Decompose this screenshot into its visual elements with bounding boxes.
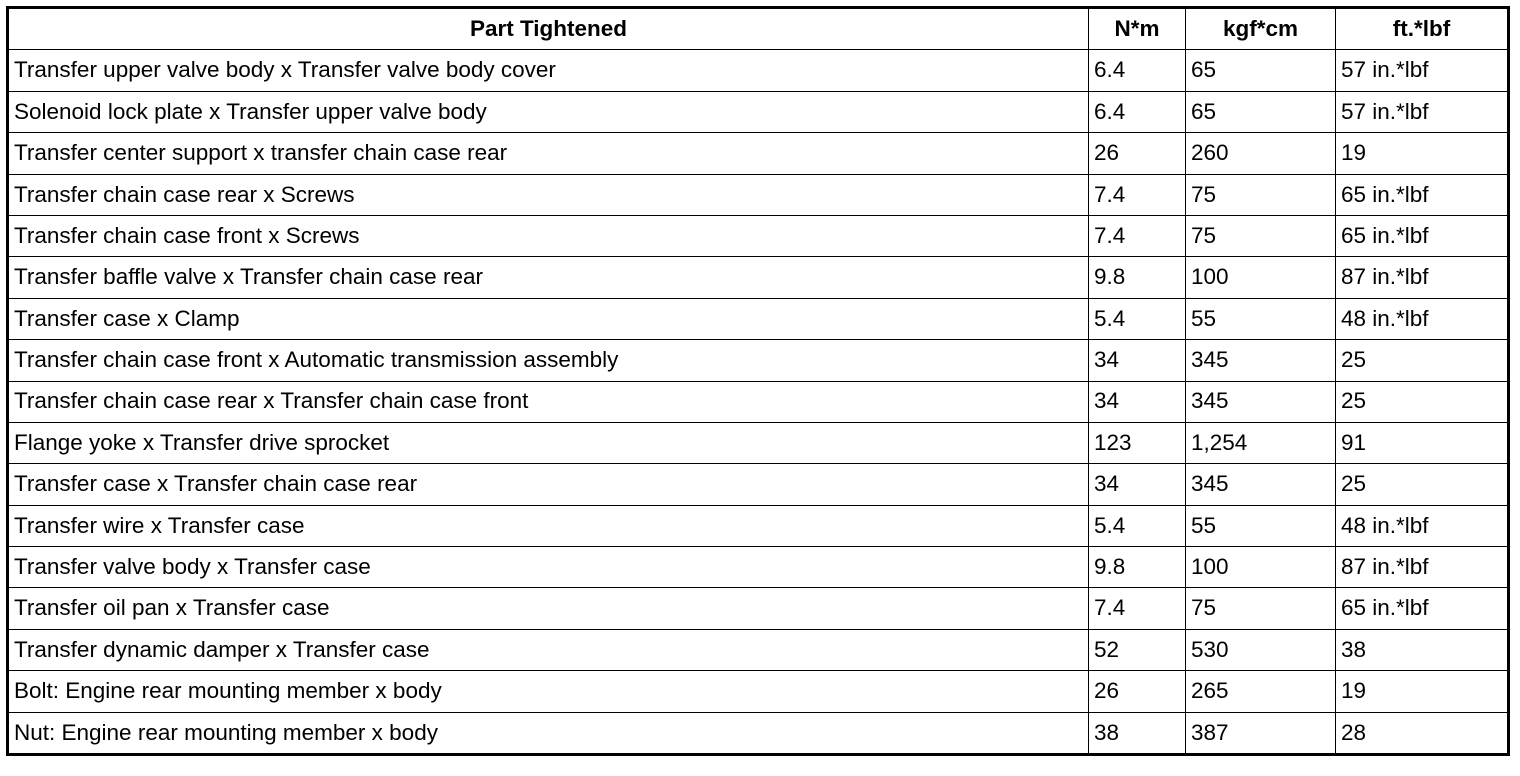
cell-ft-lbf: 48 in.*lbf xyxy=(1336,298,1509,339)
cell-ft-lbf: 87 in.*lbf xyxy=(1336,257,1509,298)
cell-kgf-cm: 387 xyxy=(1186,712,1336,754)
table-body xyxy=(8,50,1509,755)
cell-ft-lbf: 57 in.*lbf xyxy=(1336,50,1509,91)
cell-kgf-cm: 55 xyxy=(1186,505,1336,546)
cell-part-tightened: Transfer case x Transfer chain case rear xyxy=(8,464,1089,505)
cell-part-tightened: Transfer chain case rear x Transfer chain case front xyxy=(8,381,1089,422)
cell-newton-meters: 7.4 xyxy=(1089,174,1186,215)
cell-part-tightened: Flange yoke x Transfer drive sprocket xyxy=(8,422,1089,463)
cell-newton-meters: 52 xyxy=(1089,629,1186,670)
table-row xyxy=(8,629,1509,670)
cell-kgf-cm: 75 xyxy=(1186,588,1336,629)
header-row xyxy=(8,8,1509,50)
cell-kgf-cm: 100 xyxy=(1186,547,1336,588)
table-row xyxy=(8,464,1509,505)
cell-ft-lbf: 48 in.*lbf xyxy=(1336,505,1509,546)
cell-ft-lbf: 19 xyxy=(1336,671,1509,712)
cell-ft-lbf: 25 xyxy=(1336,381,1509,422)
cell-part-tightened: Transfer center support x transfer chain case rear xyxy=(8,133,1089,174)
cell-newton-meters: 9.8 xyxy=(1089,257,1186,298)
cell-newton-meters: 6.4 xyxy=(1089,50,1186,91)
cell-kgf-cm: 345 xyxy=(1186,340,1336,381)
cell-newton-meters: 34 xyxy=(1089,381,1186,422)
table-row xyxy=(8,671,1509,712)
table-row xyxy=(8,422,1509,463)
header-part-tightened: Part Tightened xyxy=(8,8,1089,50)
table-row xyxy=(8,712,1509,754)
cell-newton-meters: 34 xyxy=(1089,464,1186,505)
cell-newton-meters: 34 xyxy=(1089,340,1186,381)
cell-ft-lbf: 19 xyxy=(1336,133,1509,174)
cell-ft-lbf: 25 xyxy=(1336,340,1509,381)
cell-part-tightened: Transfer chain case rear x Screws xyxy=(8,174,1089,215)
cell-ft-lbf: 87 in.*lbf xyxy=(1336,547,1509,588)
header-newton-meters: N*m xyxy=(1089,8,1186,50)
cell-newton-meters: 26 xyxy=(1089,133,1186,174)
cell-kgf-cm: 75 xyxy=(1186,174,1336,215)
cell-ft-lbf: 91 xyxy=(1336,422,1509,463)
cell-part-tightened: Transfer upper valve body x Transfer valve body cover xyxy=(8,50,1089,91)
cell-kgf-cm: 260 xyxy=(1186,133,1336,174)
cell-kgf-cm: 55 xyxy=(1186,298,1336,339)
table-row xyxy=(8,91,1509,132)
cell-ft-lbf: 65 in.*lbf xyxy=(1336,588,1509,629)
table-row xyxy=(8,257,1509,298)
table-row xyxy=(8,505,1509,546)
table-row xyxy=(8,588,1509,629)
cell-newton-meters: 5.4 xyxy=(1089,505,1186,546)
cell-kgf-cm: 345 xyxy=(1186,464,1336,505)
cell-newton-meters: 123 xyxy=(1089,422,1186,463)
cell-part-tightened: Transfer dynamic damper x Transfer case xyxy=(8,629,1089,670)
cell-kgf-cm: 65 xyxy=(1186,50,1336,91)
cell-newton-meters: 9.8 xyxy=(1089,547,1186,588)
table-row xyxy=(8,547,1509,588)
cell-kgf-cm: 530 xyxy=(1186,629,1336,670)
table-row xyxy=(8,50,1509,91)
table-row xyxy=(8,298,1509,339)
cell-newton-meters: 38 xyxy=(1089,712,1186,754)
cell-part-tightened: Transfer chain case front x Automatic transmission assembly xyxy=(8,340,1089,381)
cell-ft-lbf: 65 in.*lbf xyxy=(1336,215,1509,256)
cell-newton-meters: 6.4 xyxy=(1089,91,1186,132)
cell-part-tightened: Transfer valve body x Transfer case xyxy=(8,547,1089,588)
cell-ft-lbf: 65 in.*lbf xyxy=(1336,174,1509,215)
cell-part-tightened: Bolt: Engine rear mounting member x body xyxy=(8,671,1089,712)
table-row xyxy=(8,381,1509,422)
cell-part-tightened: Transfer wire x Transfer case xyxy=(8,505,1089,546)
cell-kgf-cm: 65 xyxy=(1186,91,1336,132)
header-kgf-cm: kgf*cm xyxy=(1186,8,1336,50)
cell-ft-lbf: 28 xyxy=(1336,712,1509,754)
cell-newton-meters: 26 xyxy=(1089,671,1186,712)
cell-ft-lbf: 57 in.*lbf xyxy=(1336,91,1509,132)
cell-kgf-cm: 100 xyxy=(1186,257,1336,298)
cell-kgf-cm: 1,254 xyxy=(1186,422,1336,463)
torque-specification-table xyxy=(6,6,1510,756)
cell-ft-lbf: 38 xyxy=(1336,629,1509,670)
cell-part-tightened: Transfer chain case front x Screws xyxy=(8,215,1089,256)
cell-part-tightened: Transfer oil pan x Transfer case xyxy=(8,588,1089,629)
table-header xyxy=(8,8,1509,50)
table-row xyxy=(8,215,1509,256)
cell-kgf-cm: 345 xyxy=(1186,381,1336,422)
table-row xyxy=(8,133,1509,174)
cell-newton-meters: 7.4 xyxy=(1089,588,1186,629)
cell-ft-lbf: 25 xyxy=(1336,464,1509,505)
cell-part-tightened: Solenoid lock plate x Transfer upper valve body xyxy=(8,91,1089,132)
cell-part-tightened: Nut: Engine rear mounting member x body xyxy=(8,712,1089,754)
header-ft-lbf: ft.*lbf xyxy=(1336,8,1509,50)
table-row xyxy=(8,174,1509,215)
cell-part-tightened: Transfer case x Clamp xyxy=(8,298,1089,339)
cell-part-tightened: Transfer baffle valve x Transfer chain case rear xyxy=(8,257,1089,298)
cell-newton-meters: 5.4 xyxy=(1089,298,1186,339)
cell-kgf-cm: 75 xyxy=(1186,215,1336,256)
cell-newton-meters: 7.4 xyxy=(1089,215,1186,256)
cell-kgf-cm: 265 xyxy=(1186,671,1336,712)
table-row xyxy=(8,340,1509,381)
